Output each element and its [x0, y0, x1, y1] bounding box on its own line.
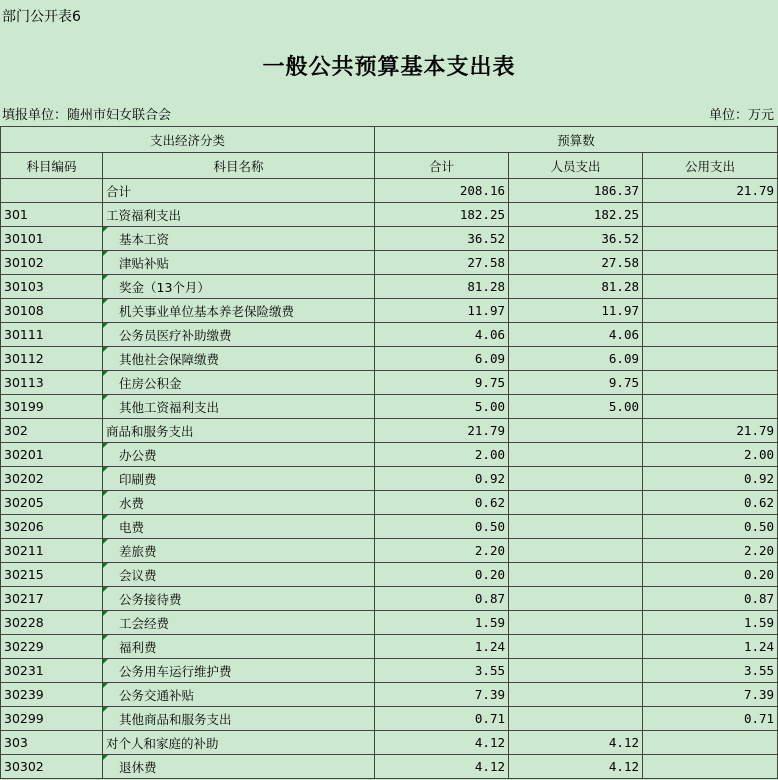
- cell-total: 27.58: [375, 251, 509, 275]
- cell-public: 0.50: [643, 515, 778, 539]
- cell-public: 0.92: [643, 467, 778, 491]
- cell-code: 30113: [1, 371, 103, 395]
- cell-total: 3.55: [375, 659, 509, 683]
- cell-name: 办公费: [103, 443, 375, 467]
- table-row: [1, 539, 778, 563]
- cell-personnel: [509, 707, 643, 731]
- cell-personnel: [509, 539, 643, 563]
- cell-name: 会议费: [103, 563, 375, 587]
- cell-code: 30199: [1, 395, 103, 419]
- cell-name: 电费: [103, 515, 375, 539]
- cell-code: 30215: [1, 563, 103, 587]
- table-row: [1, 515, 778, 539]
- cell-total: 11.97: [375, 299, 509, 323]
- cell-total: 0.71: [375, 707, 509, 731]
- cell-total: 6.09: [375, 347, 509, 371]
- cell-name: 津贴补贴: [103, 251, 375, 275]
- cell-personnel: 9.75: [509, 371, 643, 395]
- cell-code: 30228: [1, 611, 103, 635]
- cell-public: 7.39: [643, 683, 778, 707]
- cell-name: 公务用车运行维护费: [103, 659, 375, 683]
- cell-code: 30108: [1, 299, 103, 323]
- table-row: [1, 755, 778, 779]
- cell-personnel: [509, 443, 643, 467]
- cell-code: 30231: [1, 659, 103, 683]
- table-row: [1, 371, 778, 395]
- header-row-group: [1, 127, 778, 153]
- cell-public: 0.71: [643, 707, 778, 731]
- table-row: [1, 347, 778, 371]
- cell-total: 2.20: [375, 539, 509, 563]
- cell-public: [643, 299, 778, 323]
- cell-code: 30239: [1, 683, 103, 707]
- table-row: [1, 179, 778, 203]
- cell-personnel: 182.25: [509, 203, 643, 227]
- header-personnel: 人员支出: [509, 153, 643, 179]
- table-row: [1, 275, 778, 299]
- cell-name: 奖金（13个月）: [103, 275, 375, 299]
- cell-total: 182.25: [375, 203, 509, 227]
- cell-total: 0.92: [375, 467, 509, 491]
- cell-total: 9.75: [375, 371, 509, 395]
- table-row: [1, 251, 778, 275]
- cell-personnel: [509, 587, 643, 611]
- cell-personnel: 5.00: [509, 395, 643, 419]
- table-row: [1, 323, 778, 347]
- cell-name: 印刷费: [103, 467, 375, 491]
- cell-code: 30205: [1, 491, 103, 515]
- cell-total: 1.59: [375, 611, 509, 635]
- header-budget-amount: 预算数: [375, 127, 778, 153]
- cell-total: 4.12: [375, 755, 509, 779]
- cell-code: 303: [1, 731, 103, 755]
- cell-name: 水费: [103, 491, 375, 515]
- cell-public: 1.24: [643, 635, 778, 659]
- cell-public: [643, 347, 778, 371]
- cell-total: 7.39: [375, 683, 509, 707]
- cell-personnel: 6.09: [509, 347, 643, 371]
- table-row: [1, 467, 778, 491]
- cell-public: 1.59: [643, 611, 778, 635]
- sheet-label: 部门公开表6: [2, 9, 81, 25]
- cell-name: 商品和服务支出: [103, 419, 375, 443]
- header-row-columns: [1, 153, 778, 179]
- cell-code: 30211: [1, 539, 103, 563]
- cell-public: [643, 251, 778, 275]
- cell-code: 30302: [1, 755, 103, 779]
- cell-personnel: [509, 467, 643, 491]
- cell-public: 21.79: [643, 179, 778, 203]
- table-row: [1, 683, 778, 707]
- table-row: [1, 563, 778, 587]
- cell-name: 公务接待费: [103, 587, 375, 611]
- cell-total: 208.16: [375, 179, 509, 203]
- cell-total: 4.06: [375, 323, 509, 347]
- cell-code: 30101: [1, 227, 103, 251]
- cell-personnel: [509, 683, 643, 707]
- cell-total: 21.79: [375, 419, 509, 443]
- cell-name: 机关事业单位基本养老保险缴费: [103, 299, 375, 323]
- table-row: [1, 611, 778, 635]
- header-code: 科目编码: [1, 153, 103, 179]
- cell-personnel: 4.06: [509, 323, 643, 347]
- cell-code: 30217: [1, 587, 103, 611]
- cell-public: 0.87: [643, 587, 778, 611]
- table-row: [1, 395, 778, 419]
- cell-code: 30202: [1, 467, 103, 491]
- cell-personnel: 81.28: [509, 275, 643, 299]
- header-public: 公用支出: [643, 153, 778, 179]
- cell-public: [643, 275, 778, 299]
- table-row: [1, 707, 778, 731]
- table-row: [1, 419, 778, 443]
- cell-public: 21.79: [643, 419, 778, 443]
- cell-name: 退休费: [103, 755, 375, 779]
- currency-unit: 单位：万元: [708, 108, 774, 123]
- table-row: [1, 443, 778, 467]
- cell-name: 工会经费: [103, 611, 375, 635]
- cell-name: 其他社会保障缴费: [103, 347, 375, 371]
- cell-name: 差旅费: [103, 539, 375, 563]
- cell-personnel: 11.97: [509, 299, 643, 323]
- cell-name: 合计: [103, 179, 375, 203]
- cell-code: 30299: [1, 707, 103, 731]
- cell-code: [1, 179, 103, 203]
- table-row: [1, 635, 778, 659]
- cell-name: 工资福利支出: [103, 203, 375, 227]
- table-row: [1, 299, 778, 323]
- cell-personnel: 27.58: [509, 251, 643, 275]
- cell-personnel: 4.12: [509, 755, 643, 779]
- header-name: 科目名称: [103, 153, 375, 179]
- cell-name: 其他工资福利支出: [103, 395, 375, 419]
- table-row: [1, 587, 778, 611]
- cell-total: 2.00: [375, 443, 509, 467]
- cell-personnel: [509, 659, 643, 683]
- cell-code: 30201: [1, 443, 103, 467]
- cell-total: 0.50: [375, 515, 509, 539]
- cell-code: 30103: [1, 275, 103, 299]
- cell-personnel: 4.12: [509, 731, 643, 755]
- cell-name: 福利费: [103, 635, 375, 659]
- cell-personnel: [509, 515, 643, 539]
- budget-table: [0, 126, 778, 779]
- cell-name: 其他商品和服务支出: [103, 707, 375, 731]
- cell-personnel: 36.52: [509, 227, 643, 251]
- cell-total: 5.00: [375, 395, 509, 419]
- cell-public: 0.62: [643, 491, 778, 515]
- cell-personnel: 186.37: [509, 179, 643, 203]
- cell-code: 30112: [1, 347, 103, 371]
- cell-code: 301: [1, 203, 103, 227]
- cell-public: [643, 203, 778, 227]
- table-row: [1, 659, 778, 683]
- cell-total: 0.20: [375, 563, 509, 587]
- cell-total: 0.62: [375, 491, 509, 515]
- header-total: 合计: [375, 153, 509, 179]
- cell-public: 2.00: [643, 443, 778, 467]
- cell-total: 36.52: [375, 227, 509, 251]
- cell-total: 1.24: [375, 635, 509, 659]
- cell-personnel: [509, 635, 643, 659]
- cell-public: [643, 755, 778, 779]
- table-row: [1, 731, 778, 755]
- cell-code: 302: [1, 419, 103, 443]
- cell-public: 0.20: [643, 563, 778, 587]
- cell-personnel: [509, 563, 643, 587]
- table-row: [1, 203, 778, 227]
- cell-code: 30102: [1, 251, 103, 275]
- table-row: [1, 227, 778, 251]
- cell-name: 对个人和家庭的补助: [103, 731, 375, 755]
- cell-personnel: [509, 491, 643, 515]
- cell-name: 基本工资: [103, 227, 375, 251]
- cell-code: 30229: [1, 635, 103, 659]
- cell-public: [643, 371, 778, 395]
- cell-personnel: [509, 419, 643, 443]
- cell-code: 30206: [1, 515, 103, 539]
- cell-total: 4.12: [375, 731, 509, 755]
- cell-public: [643, 731, 778, 755]
- cell-total: 0.87: [375, 587, 509, 611]
- cell-name: 公务交通补贴: [103, 683, 375, 707]
- cell-name: 公务员医疗补助缴费: [103, 323, 375, 347]
- cell-name: 住房公积金: [103, 371, 375, 395]
- cell-code: 30111: [1, 323, 103, 347]
- page-title: 一般公共预算基本支出表: [262, 54, 516, 80]
- header-economic-classification: 支出经济分类: [1, 127, 375, 153]
- cell-total: 81.28: [375, 275, 509, 299]
- cell-public: [643, 227, 778, 251]
- cell-public: 3.55: [643, 659, 778, 683]
- cell-personnel: [509, 611, 643, 635]
- reporting-unit: 填报单位：随州市妇女联合会: [2, 108, 172, 123]
- cell-public: [643, 395, 778, 419]
- table-row: [1, 491, 778, 515]
- cell-public: 2.20: [643, 539, 778, 563]
- cell-public: [643, 323, 778, 347]
